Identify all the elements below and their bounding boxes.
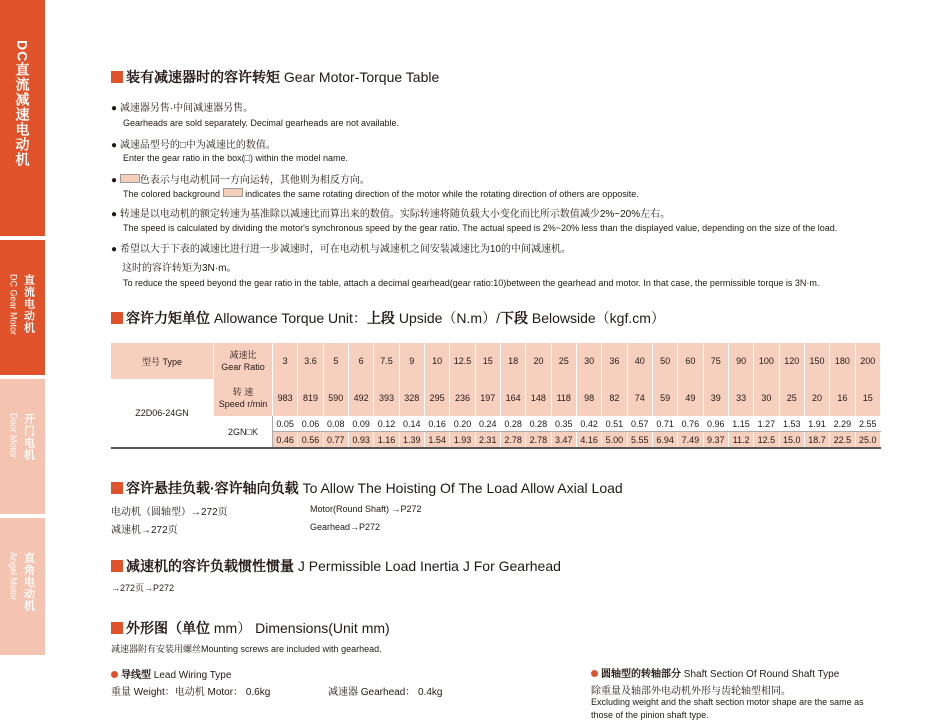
ratio-cell: 150 [804, 343, 829, 379]
note3-bullet: ● [111, 175, 118, 186]
torque-kgf-cell: 2.78 [500, 432, 525, 449]
load-link-motor-cn[interactable]: 电动机（圆轴型）→272页 [111, 507, 228, 518]
note4-en: The speed is calculated by dividing the motor's synchronous speed by the gear ratio. The actual speed is 2%~20% less than the displayed value, depending on the size of the load. [123, 223, 838, 233]
section-inertia-heading [111, 556, 561, 576]
torque-nm-cell: 0.20 [450, 416, 475, 432]
torque-kgf-cell: 0.46 [273, 432, 298, 449]
load-link-gearhead-en[interactable]: Gearhead→P272 [310, 522, 381, 532]
heading-square-icon [111, 622, 123, 634]
heading-en: J Permissible Load Inertia J For Gearhead [297, 558, 561, 574]
heading-square-icon [111, 312, 123, 324]
note2-en: Enter the gear ratio in the box(□) within the model name. [123, 153, 349, 163]
sidebar-tab3-en: Door Motor [8, 413, 19, 459]
note5-en: To reduce the speed beyond the gear ratio in the table, attach a decimal gearhead(gear ratio:10)between the gearhead and motor. In that case, the permissible torque is 3N·m. [123, 278, 820, 288]
colored-background-swatch-2 [223, 188, 243, 197]
heading-cn: 外形图（单位 [126, 620, 210, 636]
note3-cn: 色表示与电动机同一方向运转，其他则为相反方向。 [139, 175, 370, 186]
torque-kgf-cell: 12.5 [754, 432, 779, 449]
torque-nm-cell: 0.06 [298, 416, 323, 432]
ratio-cell: 60 [678, 343, 703, 379]
speed-cell: 39 [703, 379, 728, 416]
model-cell: Z2D06-24GN [111, 379, 214, 448]
torque-nm-cell: 0.76 [678, 416, 703, 432]
torque-kgf-cell: 11.2 [728, 432, 753, 449]
torque-kgf-cell: 1.39 [399, 432, 424, 449]
ratio-cell: 25 [551, 343, 576, 379]
heading-en: Allowance Torque Unit： [213, 310, 367, 326]
speed-row [111, 379, 881, 416]
ratio-cell: 200 [855, 343, 880, 379]
heading-en: Gear Motor-Torque Table [283, 69, 440, 85]
round-shaft-label [591, 665, 839, 680]
torque-nm-cell: 0.24 [475, 416, 500, 432]
torque-kgf-cell: 9.37 [703, 432, 728, 449]
heading-cn: 减速机的容许负载惯性惯量 [126, 558, 294, 574]
sidebar-tab4-cn: 直角电动机 [22, 552, 35, 612]
torque-kgf-cell: 0.77 [323, 432, 348, 449]
ratio-cell: 9 [399, 343, 424, 379]
sidebar-tab-door-motor[interactable] [0, 379, 45, 514]
heading-cn: 容许悬挂负载·容许轴向负载 [126, 480, 299, 496]
speed-cell: 148 [526, 379, 551, 416]
round-note-en2: those of the pinion shaft type. [591, 710, 709, 720]
torque-nm-cell: 1.53 [779, 416, 804, 432]
speed-cell: 295 [424, 379, 449, 416]
gearhead-cell: 2GN□K [214, 416, 273, 448]
note1-cn: ● 减速器另售·中间减速器另售。 [111, 103, 254, 114]
ratio-cell: 30 [576, 343, 601, 379]
speed-cell: 49 [678, 379, 703, 416]
note5-cn: ● 希望以大于下表的减速比进行进一步减速时，可在电动机与减速机之间安装减速比为10的中间减速机。 [111, 244, 571, 255]
torque-nm-cell: 0.08 [323, 416, 348, 432]
belowside-cn: 下段 [499, 310, 528, 326]
lead-cn: 导线型 [121, 670, 151, 681]
torque-kgf-cell: 6.94 [652, 432, 677, 449]
speed-header [214, 379, 273, 416]
lead-en: Lead Wiring Type [153, 670, 232, 681]
ratio-cell: 3.6 [298, 343, 323, 379]
ratio-cell: 40 [627, 343, 652, 379]
sidebar-tab2-cn: 直流电动机 [22, 274, 35, 334]
ratio-cell: 100 [754, 343, 779, 379]
torque-nm-cell: 0.42 [576, 416, 601, 432]
speed-cell: 98 [576, 379, 601, 416]
note3-en-pre: The colored background [123, 189, 221, 199]
torque-nm-cell: 0.14 [399, 416, 424, 432]
speed-cell: 983 [273, 379, 298, 416]
round-note-cn: 除重量及轴部外电动机外形与齿轮轴型相同。 [591, 686, 791, 697]
heading-mm: mm） [213, 620, 252, 636]
torque-kgf-cell: 0.93 [348, 432, 373, 449]
ratio-header [214, 343, 273, 379]
ratio-row [111, 343, 881, 379]
speed-cell: 16 [830, 379, 855, 416]
dimensions-note: 减速器附有安装用螺丝Mounting screws are included with gearhead. [111, 644, 382, 654]
ratio-cell: 15 [475, 343, 500, 379]
speed-cell: 20 [804, 379, 829, 416]
round-cn: 圆轴型的转轴部分 [601, 669, 681, 680]
speed-cell: 25 [779, 379, 804, 416]
sidebar-tab-gear-motor[interactable] [0, 240, 45, 375]
lead-wiring-label [111, 666, 231, 681]
torque-kgf-cell: 22.5 [830, 432, 855, 449]
speed-cell: 59 [652, 379, 677, 416]
ratio-cell: 5 [323, 343, 348, 379]
torque-nm-cell: 2.55 [855, 416, 880, 432]
torque-kgf-cell: 18.7 [804, 432, 829, 449]
torque-kgf-cell: 15.0 [779, 432, 804, 449]
heading-en: Dimensions(Unit mm) [255, 620, 390, 636]
torque-nm-cell: 0.28 [526, 416, 551, 432]
ratio-cell: 10 [424, 343, 449, 379]
torque-nm-cell: 0.71 [652, 416, 677, 432]
sidebar-tab2-en: DC Gear Motor [8, 274, 19, 336]
torque-nm-cell: 1.15 [728, 416, 753, 432]
ratio-cell: 6 [348, 343, 373, 379]
inertia-link[interactable]: →272页→P272 [111, 583, 175, 593]
torque-table [111, 343, 881, 449]
ratio-cell: 90 [728, 343, 753, 379]
speed-cell: 492 [348, 379, 373, 416]
ratio-cell: 50 [652, 343, 677, 379]
ratio-cell: 7.5 [374, 343, 399, 379]
torque-nm-cell: 0.05 [273, 416, 298, 432]
ratio-header-en: Gear Ratio [221, 362, 265, 372]
torque-kgf-cell: 0.56 [298, 432, 323, 449]
torque-nm-cell: 0.96 [703, 416, 728, 432]
heading-square-icon [111, 71, 123, 83]
round-note-en1: Excluding weight and the shaft section motor shape are the same as [591, 697, 864, 707]
speed-cell: 328 [399, 379, 424, 416]
torque-nm-cell: 0.35 [551, 416, 576, 432]
torque-kgf-cell: 5.55 [627, 432, 652, 449]
speed-cell: 15 [855, 379, 880, 416]
note1-en: Gearheads are sold separately. Decimal gearheads are not available. [123, 118, 399, 128]
torque-kgf-cell: 5.00 [602, 432, 627, 449]
ratio-cell: 36 [602, 343, 627, 379]
heading-cn: 装有减速器时的容许转矩 [126, 69, 280, 85]
torque-kgf-cell: 2.78 [526, 432, 551, 449]
colored-background-swatch [120, 174, 140, 183]
sidebar [0, 0, 45, 725]
section-allowance-torque-heading [111, 308, 665, 328]
speed-cell: 30 [754, 379, 779, 416]
torque-kgf-cell: 1.16 [374, 432, 399, 449]
torque-nm-cell: 1.27 [754, 416, 779, 432]
torque-nm-cell: 0.57 [627, 416, 652, 432]
torque-kgf-cell: 1.54 [424, 432, 449, 449]
ratio-header-cn: 减速比 [229, 350, 257, 360]
heading-en: To Allow The Hoisting Of The Load Allow Axial Load [302, 480, 623, 496]
torque-kgf-cell: 3.47 [551, 432, 576, 449]
speed-cell: 33 [728, 379, 753, 416]
sidebar-tab-angel-motor[interactable] [0, 518, 45, 655]
round-en: Shaft Section Of Round Shaft Type [683, 669, 840, 680]
load-link-gearhead-cn[interactable]: 减速机→272页 [111, 525, 178, 536]
speed-cell: 819 [298, 379, 323, 416]
ratio-cell: 20 [526, 343, 551, 379]
sidebar-tab1-label: DC直流减速电动机 [14, 40, 31, 168]
torque-nm-cell: 2.29 [830, 416, 855, 432]
speed-cell: 236 [450, 379, 475, 416]
section-load-heading [111, 478, 623, 498]
ratio-cell: 3 [273, 343, 298, 379]
weight-motor: 重量 Weight：电动机 Motor： 0.6kg [111, 687, 271, 698]
torque-kgf-cell: 4.16 [576, 432, 601, 449]
torque-nm-cell: 0.12 [374, 416, 399, 432]
ratio-cell: 12.5 [450, 343, 475, 379]
speed-cell: 74 [627, 379, 652, 416]
bullet-dot-icon [591, 670, 598, 677]
upside-en: Upside（N.m）/ [398, 310, 500, 326]
speed-header-cn: 转 速 [232, 386, 254, 397]
torque-kgf-cell: 2.31 [475, 432, 500, 449]
bullet-dot-icon [111, 671, 118, 678]
sidebar-tab-dc-gear-motor[interactable] [0, 0, 45, 236]
section-torque-table-heading [111, 67, 439, 87]
upside-cn: 上段 [366, 310, 395, 326]
torque-nm-row [111, 416, 881, 432]
note3-en-line [123, 188, 639, 199]
torque-nm-cell: 0.51 [602, 416, 627, 432]
weight-gearhead: 减速器 Gearhead： 0.4kg [328, 687, 443, 698]
torque-kgf-cell: 7.49 [678, 432, 703, 449]
speed-cell: 118 [551, 379, 576, 416]
speed-cell: 197 [475, 379, 500, 416]
ratio-cell: 120 [779, 343, 804, 379]
torque-nm-cell: 0.28 [500, 416, 525, 432]
torque-nm-cell: 0.16 [424, 416, 449, 432]
torque-kgf-cell: 25.0 [855, 432, 880, 449]
speed-cell: 164 [500, 379, 525, 416]
belowside-en: Belowside（kgf.cm） [531, 310, 665, 326]
heading-square-icon [111, 560, 123, 572]
torque-nm-cell: 0.09 [348, 416, 373, 432]
torque-kgf-cell: 1.93 [450, 432, 475, 449]
speed-header-en: Speed r/min [218, 398, 268, 409]
section-dimensions-heading [111, 618, 390, 638]
load-link-motor-en[interactable]: Motor(Round Shaft) →P272 [310, 504, 422, 514]
speed-cell: 590 [323, 379, 348, 416]
note3-en: indicates the same rotating direction of the motor while the rotating direction of others are opposite. [245, 189, 639, 199]
ratio-cell: 18 [500, 343, 525, 379]
ratio-cell: 180 [830, 343, 855, 379]
torque-nm-cell: 1.91 [804, 416, 829, 432]
note2-cn: ● 减速品型号的□中为减速比的数值。 [111, 140, 276, 151]
note5-cn2: 这时的容许转矩为3N·m。 [122, 263, 237, 274]
sidebar-tab3-cn: 开门电机 [22, 413, 35, 461]
speed-cell: 82 [602, 379, 627, 416]
heading-square-icon [111, 482, 123, 494]
heading-cn: 容许力矩单位 [126, 310, 210, 326]
model-header: 型号 Type [111, 343, 214, 379]
ratio-cell: 75 [703, 343, 728, 379]
note3-cn-line [111, 171, 370, 186]
sidebar-tab4-en: Angel Motor [8, 552, 19, 601]
speed-cell: 393 [374, 379, 399, 416]
note4-cn: ● 转速是以电动机的额定转速为基准除以减速比而算出来的数值。实际转速将随负载大小变化而比所示数值减少2%~20%左右。 [111, 209, 671, 220]
